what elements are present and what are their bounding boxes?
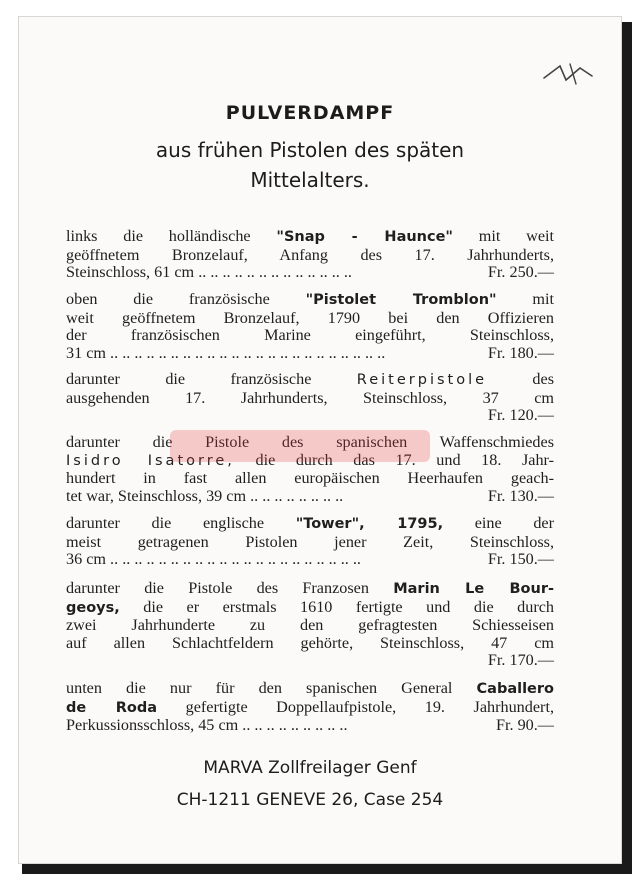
entry-highlight: Reiterpistole (356, 372, 488, 388)
entry-text: links die holländische (66, 227, 277, 245)
entry-text: darunter die Pistole des spanischen Waffenschmiedes (66, 433, 554, 451)
entry-text: eine der (443, 514, 554, 532)
entry-text: darunter die englische (66, 514, 296, 532)
entry-text: oben die französische (66, 290, 306, 308)
entry-text: geöffnetem Bronzelauf, Anfang des 17. Jahrhunderts, (66, 245, 554, 264)
entry-marin-le-bourgeoys (66, 580, 554, 670)
entry-text: ausgehenden 17. Jahrhunderts, Steinschloss, 37 cm (66, 388, 554, 407)
entry-highlight: geoys, (66, 599, 120, 616)
entry-text: meist getragenen Pistolen jener Zeit, Steinschloss, (66, 532, 554, 551)
entry-highlight: de Roda (66, 699, 158, 716)
entry-price: Fr. 250.— (487, 263, 554, 281)
entry-text: 36 cm .. .. .. .. .. .. .. .. .. .. .. .. .. .. .. .. .. .. .. .. .. (66, 551, 361, 568)
entry-price: Fr. 170.— (487, 651, 554, 669)
entry-text: darunter die Pistole des Franzosen (66, 579, 394, 597)
entry-text: zwei Jahrhunderte zu den gefragtesten Schiesseisen (66, 616, 554, 634)
footer-address-line-2: CH-1211 GENEVE 26, Case 254 (176, 790, 444, 810)
entry-text: unten die nur für den spanischen General (66, 679, 477, 697)
entry-text: die durch das 17. und 18. Jahr- (234, 450, 555, 469)
entry-highlight: "Tower", 1795, (295, 516, 444, 532)
entry-text: Perkussionsschloss, 45 cm .. .. .. .. .. .. .. .. .. (66, 717, 348, 734)
entry-text: hundert in fast allen europäischen Heerhaufen geach- (66, 469, 554, 487)
entry-price: Fr. 130.— (487, 486, 554, 505)
entry-text: der französischen Marine eingeführt, Steinschloss, (66, 326, 554, 344)
entry-text: 31 cm .. .. .. .. .. .. .. .. .. .. .. .. .. .. .. .. .. .. .. .. .. .. .. (66, 344, 386, 362)
entry-text: gefertigte Doppellaufpistole, 19. Jahrhundert, (157, 697, 554, 716)
entry-text: die er erstmals 1610 fertigte und die durch (119, 597, 554, 616)
entry-price: Fr. 180.— (487, 343, 554, 362)
entry-text: darunter die französische (66, 370, 357, 388)
card-shadow-bottom (22, 864, 632, 874)
entry-caballero-de-roda (66, 680, 554, 735)
entry-text: mit weit (453, 227, 554, 245)
entry-text: Steinschloss, 61 cm .. .. .. .. .. .. .. .. .. .. .. .. .. (66, 264, 352, 281)
entry-pistolet-tromblon (66, 291, 554, 362)
entry-highlight: Isidro Isatorre, (66, 452, 235, 469)
entry-highlight: Caballero (476, 681, 554, 697)
entry-text: tet war, Steinschloss, 39 cm .. .. .. .. .. .. .. .. (66, 487, 344, 505)
footer-address-line-1: MARVA Zollfreilager Genf (203, 758, 417, 778)
pencil-mark-icon (540, 60, 596, 88)
entry-price: Fr. 150.— (487, 550, 554, 568)
entry-snap-haunce (66, 228, 554, 282)
entry-reiterpistole (66, 371, 554, 425)
entry-tower (66, 515, 554, 569)
entry-isidro-isatorre (66, 434, 554, 505)
card-shadow-right (622, 22, 632, 868)
entry-text: des (487, 370, 555, 388)
entry-text: mit (496, 290, 554, 308)
page-title: PULVERDAMPF (225, 102, 395, 124)
entry-price: Fr. 90.— (495, 716, 554, 734)
entry-text: weit geöffnetem Bronzelauf, 1790 bei den Offizieren (66, 308, 554, 327)
entry-price: Fr. 120.— (487, 406, 554, 424)
entry-highlight: Marin Le Bour- (393, 581, 554, 597)
entry-highlight: "Pistolet Tromblon" (305, 292, 497, 308)
entry-text: auf allen Schlachtfeldern gehörte, Steinschloss, 47 cm (66, 633, 554, 652)
entry-highlight: "Snap - Haunce" (276, 229, 453, 245)
subtitle-line-2: Mittelalters. (250, 168, 370, 192)
subtitle-line-1: aus frühen Pistolen des späten (155, 138, 465, 162)
